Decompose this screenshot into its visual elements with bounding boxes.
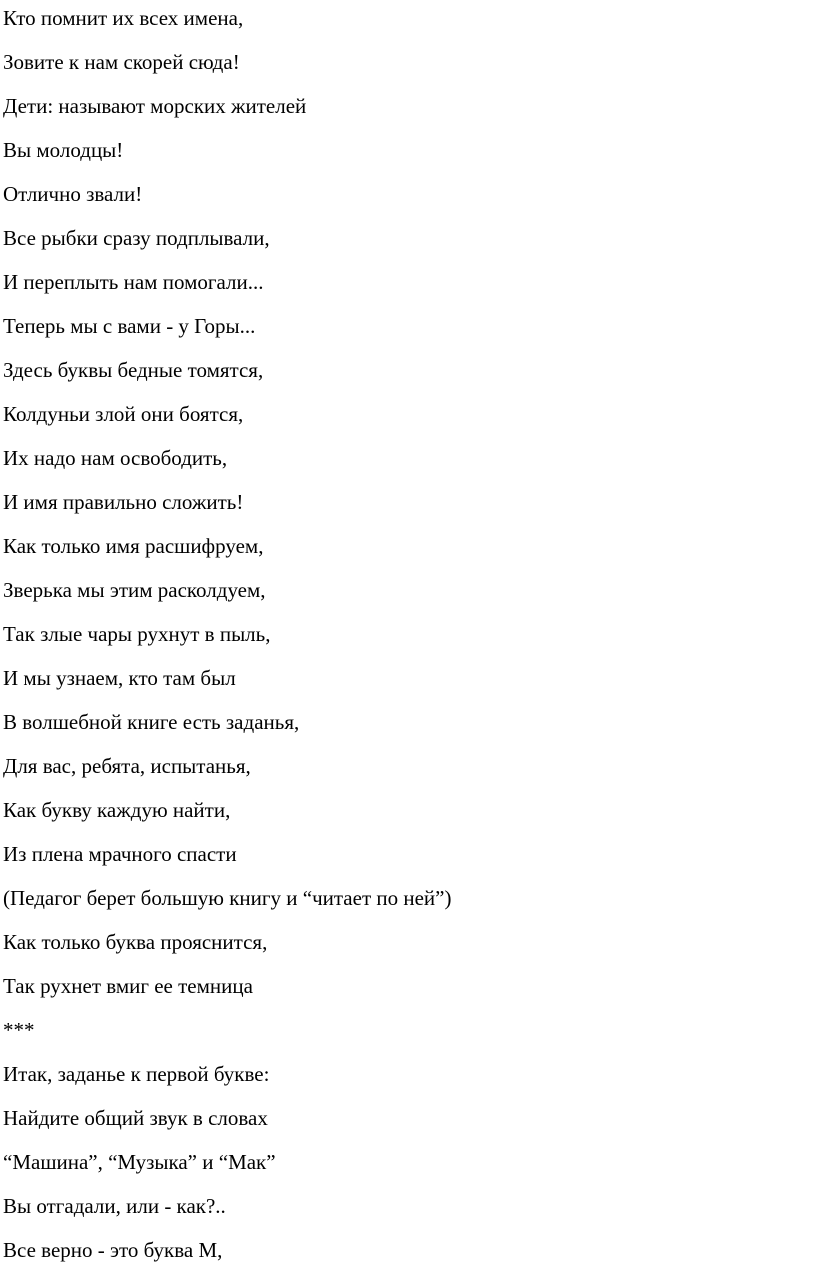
text-line: Зверька мы этим расколдуем,: [3, 578, 266, 602]
text-line: Для вас, ребята, испытанья,: [3, 754, 251, 778]
text-line: “Машина”, “Музыка” и “Мак”: [3, 1150, 276, 1174]
text-line: Вы отгадали, или - как?..: [3, 1194, 226, 1218]
text-line: В волшебной книге есть заданья,: [3, 710, 300, 734]
text-line: Кто помнит их всех имена,: [3, 6, 244, 30]
text-line: Так злые чары рухнут в пыль,: [3, 622, 271, 646]
text-line: Здесь буквы бедные томятся,: [3, 358, 264, 382]
text-line: Зовите к нам скорей сюда!: [3, 50, 240, 74]
text-line: И мы узнаем, кто там был: [3, 666, 236, 690]
text-line: Все рыбки сразу подплывали,: [3, 226, 270, 250]
text-line: Так рухнет вмиг ее темница: [3, 974, 253, 998]
text-line: И имя правильно сложить!: [3, 490, 244, 514]
text-line: Их надо нам освободить,: [3, 446, 228, 470]
text-line: Как только имя расшифруем,: [3, 534, 264, 558]
text-line: Как букву каждую найти,: [3, 798, 231, 822]
text-line: Все верно - это буква М,: [3, 1238, 223, 1262]
document-page: [3, 0, 803, 1272]
text-line: Теперь мы с вами - у Горы...: [3, 314, 256, 338]
stage-direction: (Педагог берет большую книгу и “читает по ней”): [3, 886, 452, 910]
text-line: И переплыть нам помогали...: [3, 270, 264, 294]
text-line: Из плена мрачного спасти: [3, 842, 237, 866]
text-line: Итак, заданье к первой букве:: [3, 1062, 270, 1086]
section-separator: ***: [3, 1018, 35, 1042]
text-line: Вы молодцы!: [3, 138, 124, 162]
text-line: Как только буква прояснится,: [3, 930, 268, 954]
text-line: Найдите общий звук в словах: [3, 1106, 268, 1130]
text-line: Отлично звали!: [3, 182, 143, 206]
text-line: Колдуньи злой они боятся,: [3, 402, 244, 426]
text-line: Дети: называют морских жителей: [3, 94, 307, 118]
